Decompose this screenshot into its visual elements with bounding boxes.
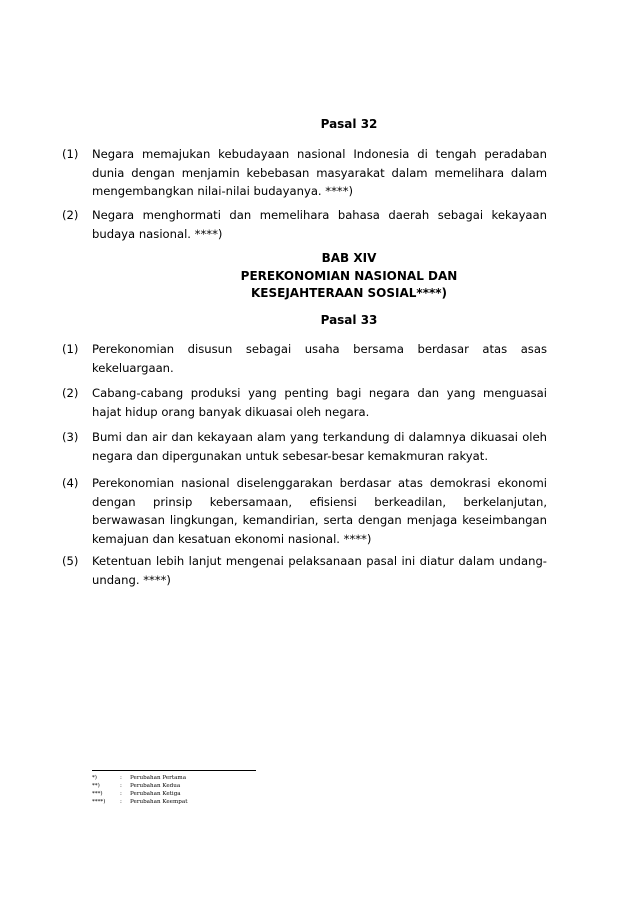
footnote-separator: :	[120, 799, 122, 805]
pasal-32-item-1	[62, 145, 547, 201]
item-number: (4)	[62, 476, 79, 490]
bab-subtitle-line-1: PEREKONOMIAN NASIONAL DAN	[240, 269, 458, 283]
footnote-mark: ****)	[92, 799, 106, 805]
item-number: (2)	[62, 386, 79, 400]
footnote-separator: :	[120, 775, 122, 781]
item-text: Bumi dan air dan kekayaan alam yang terkandung di dalamnya dikuasai oleh negara dan dipergunakan untuk sebesar-besar kemakmuran rakyat.	[92, 430, 547, 463]
footnote-text: Perubahan Pertama	[130, 775, 187, 781]
pasal-32-title: Pasal 32	[320, 117, 378, 131]
bab-subtitle-line-2: KESEJAHTERAAN SOSIAL****)	[250, 286, 448, 300]
item-number: (2)	[62, 208, 79, 222]
item-number: (3)	[62, 430, 79, 444]
footnote-text: Perubahan Keempat	[130, 799, 188, 805]
item-text: Negara memajukan kebudayaan nasional Indonesia di tengah peradaban dunia dengan menjamin kebebasan masyarakat dalam memelihara dalam mengembangkan nilai-nilai budayanya. ****)	[92, 147, 547, 198]
pasal-33-item-1	[62, 340, 547, 377]
footnote-text: Perubahan Ketiga	[130, 791, 181, 797]
pasal-33-item-3	[62, 428, 547, 465]
item-number: (1)	[62, 342, 79, 356]
footnote-separator: :	[120, 791, 122, 797]
item-text: Ketentuan lebih lanjut mengenai pelaksanaan pasal ini diatur dalam undang-undang. ****)	[92, 554, 547, 587]
pasal-33-item-5	[62, 552, 547, 589]
footnote-text: Perubahan Kedua	[130, 783, 181, 789]
item-number: (5)	[62, 554, 79, 568]
bab-title: BAB XIV	[321, 251, 377, 265]
item-number: (1)	[62, 147, 79, 161]
pasal-33-title: Pasal 33	[320, 313, 378, 327]
footnote-separator: :	[120, 783, 122, 789]
item-text: Perekonomian disusun sebagai usaha bersama berdasar atas asas kekeluargaan.	[92, 342, 547, 375]
footnote	[92, 782, 256, 790]
pasal-32-item-2	[62, 206, 547, 243]
footnote	[92, 798, 256, 806]
pasal-33-item-2	[62, 384, 547, 421]
item-text: Cabang-cabang produksi yang penting bagi negara dan yang menguasai hajat hidup orang banyak dikuasai oleh negara.	[92, 386, 547, 419]
footnote-mark: ***)	[92, 791, 103, 797]
pasal-33-item-4	[62, 474, 547, 548]
item-text: Negara menghormati dan memelihara bahasa daerah sebagai kekayaan budaya nasional. ****)	[92, 208, 547, 241]
footnotes	[92, 770, 256, 806]
footnote	[92, 790, 256, 798]
footnote-mark: *)	[92, 775, 97, 781]
item-text: Perekonomian nasional diselenggarakan berdasar atas demokrasi ekonomi dengan prinsip kebersamaan, efisiensi berkeadilan, berkelanjutan, berwawasan lingkungan, kemandirian, serta dengan menjaga keseimbangan kemajuan dan kesatuan ekonomi nasional. ****)	[92, 476, 547, 546]
footnote-mark: **)	[92, 783, 100, 789]
footnote	[92, 774, 256, 782]
